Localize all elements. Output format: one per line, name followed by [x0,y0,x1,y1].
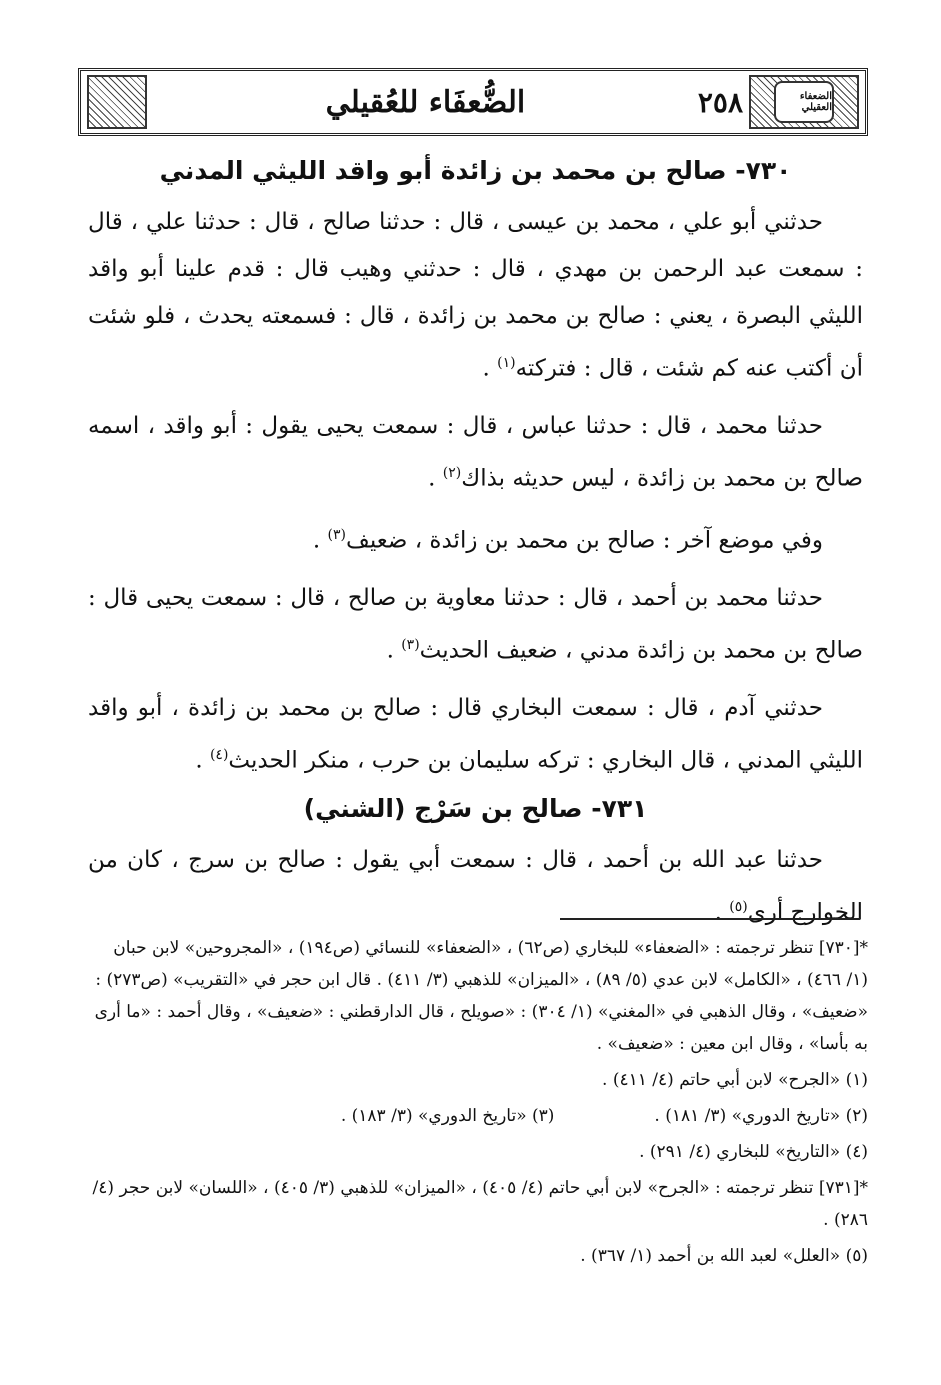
footnote-1: (١) «الجرح» لابن أبي حاتم (٤/ ٤١١) . [602,1070,868,1090]
footnote-730: *[٧٣٠] تنظر ترجمته : «الضعفاء» للبخاري (ص٦٢) ، «الضعفاء» للنسائي (ص١٩٤) ، «المجروحين» لابن حبان (١/ ٤٦٦) ، «الكامل» لابن عدي (٥/ ٨٩) ، «الميزان» للذهبي (٣/ ٤١١) . قال ابن حجر في «التقريب» (ص٢٧٣) : «ضعيف» ، وقال الذهبي في «المغني» (١/ ٣٠٤) : «صويلح ، قال الدارقطني : «ضعيف» ، وقال أحمد : «ما أرى به بأسا» ، وقال ابن معين : «ضعيف» . [94,938,868,1054]
paragraph [88,575,863,675]
footnote-marker[interactable]: (٤) [209,746,229,763]
footnotes [88,932,868,1276]
paragraph-text: حدثنا محمد بن أحمد ، قال : حدثنا معاوية بن صالح ، قال : سمعت يحيى قال : صالح بن محمد بن زائدة مدني ، ضعيف الحديث [88,584,863,664]
footnote-marker[interactable]: (١) [497,355,516,371]
entry-title-731: ٧٣١- صالح بن سَرْج (الشني) [303,794,648,824]
footnote-3: (٣) «تاريخ الدوري» (٣/ ١٨٣) . [340,1106,555,1126]
footnote-marker[interactable]: (٥) [729,899,748,916]
footnote-2: (٢) «تاريخ الدوري» (٣/ ١٨١) . [654,1106,868,1126]
footnote-4: (٤) «التاريخ» للبخاري (٤/ ٢٩١) . [639,1142,868,1162]
paragraph-end: . [312,527,328,554]
footnote-marker[interactable]: (٢) [442,464,462,481]
paragraph [88,512,863,565]
header-ornament-right [749,75,859,129]
paragraph-text: حدثني أبو علي ، محمد بن عيسى ، قال : حدثنا صالح ، قال : حدثنا علي ، قال : سمعت عبد الرحمن بن مهدي ، قال : حدثني وهيب قال : قدم علينا أبو واقد الليثي البصرة ، يعني : صالح بن محمد بن زائدة ، قال : فسمعته يحدث ، فلو شئت أن أكتب عنه كم شئت ، قال : فتركته [88,209,863,382]
page-header [78,68,868,136]
paragraph [88,199,863,393]
footnote-separator [560,918,860,920]
paragraph-end: . [195,747,210,774]
emblem-text: الضعفاء العقيلي [799,91,832,113]
footnote-marker[interactable]: (٣) [327,527,347,544]
paragraph-end: . [714,899,730,926]
footnote-marker[interactable]: (٣) [401,636,420,653]
paragraph-text: حدثنا محمد ، قال : حدثنا عباس ، قال : سمعت يحيى يقول : أبو واقد ، اسمه صالح بن محمد بن زائدة ، ليس حديثه بذاك [88,412,863,492]
entry-title-730: ٧٣٠- صالح بن محمد بن زائدة أبو واقد الليثي المدني [159,156,792,185]
paragraph [88,685,863,785]
paragraph-end: . [386,637,402,664]
book-emblem [774,81,834,123]
paragraph-text: حدثني آدم ، قال : سمعت البخاري قال : صالح بن محمد بن زائدة ، أبو واقد الليثي المدني ، قال البخاري : تركه سليمان بن حرب ، منكر الحديث [88,694,863,774]
paragraph-text: حدثنا عبد الله بن أحمد ، قال : سمعت أبي يقول : صالح بن سرج ، كان من الخوارج أرى [88,847,863,926]
main-text [88,148,863,947]
book-title: الضُّعفَاء للعُقيلي [325,84,526,120]
paragraph-end: . [482,355,498,382]
paragraph-end: . [428,465,443,492]
footnote-row [88,1100,868,1136]
footnote-731: *[٧٣١] تنظر ترجمته : «الجرح» لابن أبي حاتم (٤/ ٤٠٥) ، «الميزان» للذهبي (٣/ ٤٠٥) ، «اللسان» لابن حجر (٤/ ٢٨٦) . [92,1178,868,1230]
paragraph-text: وفي موضع آخر : صالح بن محمد بن زائدة ، ضعيف [346,527,823,554]
page-number: ٢٥٨ [697,85,743,119]
header-ornament-left [87,75,147,129]
paragraph [88,837,863,937]
footnote-5: (٥) «العلل» لعبد الله بن أحمد (١/ ٣٦٧) . [580,1246,868,1266]
paragraph [88,403,863,503]
